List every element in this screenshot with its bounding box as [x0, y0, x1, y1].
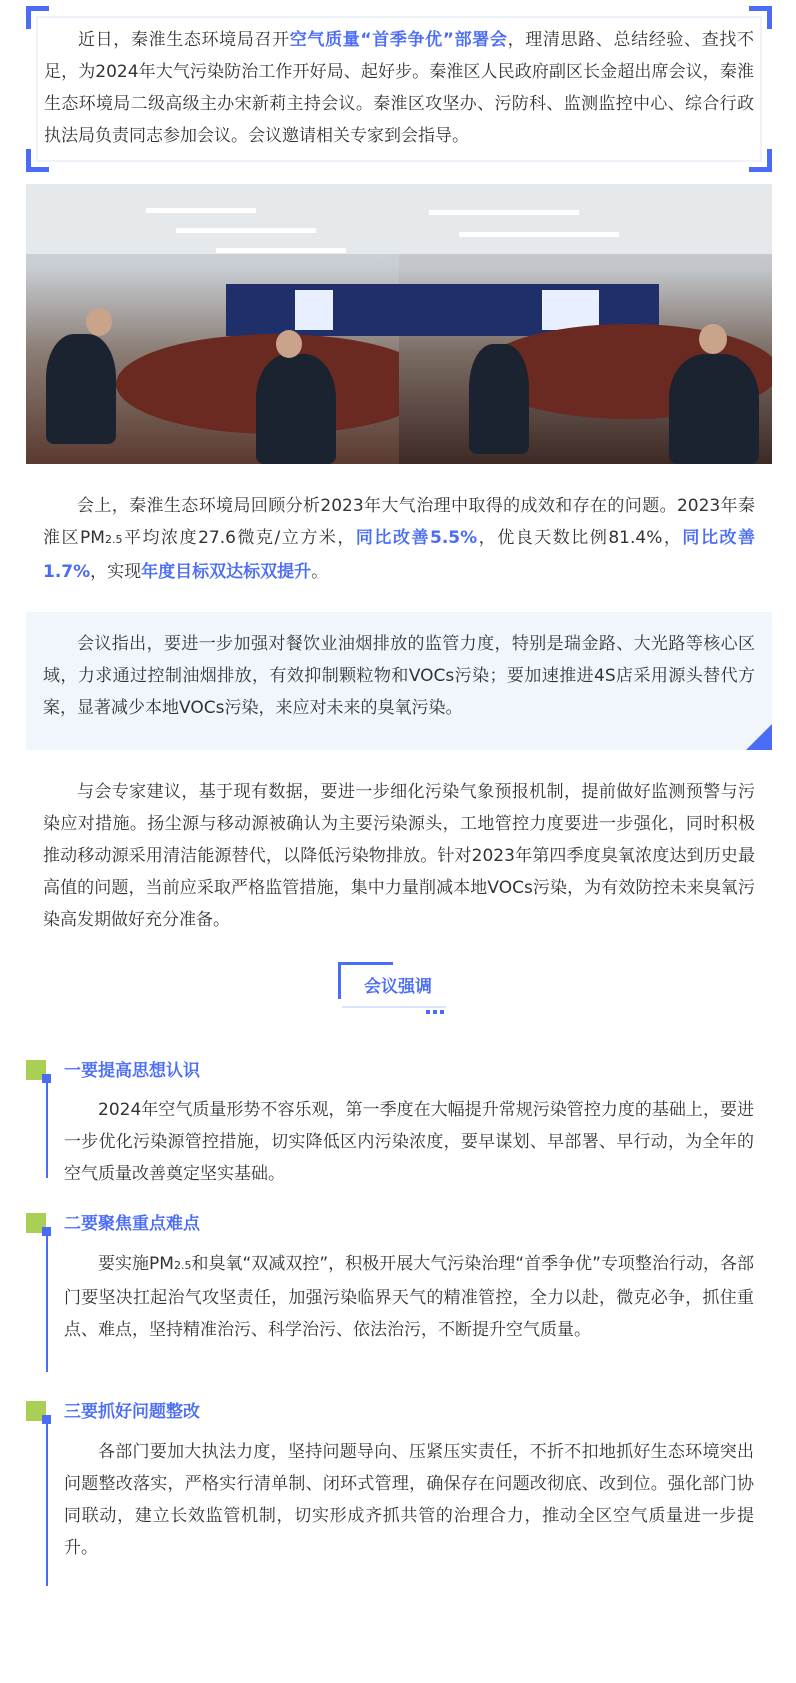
corner-triangle [746, 724, 772, 750]
point-body-text: 2024年空气质量形势不容乐观，第一季度在大幅提升常规污染管控力度的基础上，要进一步优化污染源管控措施，切实降低区内污染浓度，要早谋划、早部署、早行动，为全年的空气质量改善奠定坚实基础。 [64, 1100, 754, 1184]
pm-improvement: 同比改善5.5% [355, 528, 478, 548]
heading-underline [342, 1006, 446, 1008]
point-body-text: 各部门要加大执法力度，坚持问题导向、压紧压实责任，不折不扣地抓好生态环境突出问题整改落实，严格实行清单制、闭环式管理，确保存在问题改彻底、改到位。强化部门协同联动，建立长效监管机制，切实形成齐抓共管的治理合力，推动全区空气质量进一步提升。 [64, 1442, 754, 1558]
intro-box [26, 6, 772, 172]
point-body-part: 要实施PM [98, 1254, 174, 1274]
point-body-text [64, 1248, 754, 1346]
review-text: ，优良天数比例81.4%， [477, 528, 683, 548]
intro-paragraph [44, 24, 754, 152]
heading-dots [426, 1010, 444, 1014]
review-section [43, 490, 755, 588]
review-paragraph [43, 490, 755, 588]
review-text: 平均浓度27.6微克/立方米， [122, 528, 356, 548]
corner-bracket [26, 149, 49, 172]
review-text: 会上，秦淮生态环境局回顾分析2023年大气治理中取得的成效和存在的问题。2023年秦淮区PM [43, 496, 755, 548]
timeline-line [46, 1078, 48, 1178]
point-1-body [64, 1094, 754, 1190]
meeting-photos [26, 184, 772, 464]
point-title-text: 一要提高思想认识 [64, 1061, 200, 1081]
intro-text: ，理清思路、总结经验、查找不足，为2024年大气污染防治工作开好局、起好步。秦淮区人民政府副区长金超出席会议，秦淮生态环境局二级高级主办宋新莉主持会议。秦淮区攻坚办、污防科、监测监控中心、综合行政执法局负责同志参加会议。会议邀请相关专家到会指导。 [44, 30, 754, 146]
experts-paragraph: 与会专家建议，基于现有数据，要进一步细化污染气象预报机制，提前做好监测预警与污染应对措施。扬尘源与移动源被确认为主要污染源头，工地管控力度要进一步强化，同时积极推动移动源采用清洁能源替代，以降低污染物排放。针对2023年第四季度臭氧浓度达到历史最高值的问题，当前应采取严格监管措施，集中力量削减本地VOCs污染，为有效防控未来臭氧污染高发期做好充分准备。 [43, 782, 755, 930]
blue-square-icon [42, 1415, 51, 1424]
corner-bracket [749, 149, 772, 172]
experts-section [43, 776, 755, 936]
meeting-name: 空气质量“首季争优”部署会 [289, 30, 508, 50]
point-body-part: 和臭氧“双减双控”，积极开展大气污染治理“首季争优”专项整治行动，各部门要坚决扛起治气攻坚责任，加强污染临界天气的精准管控，全力以赴，微克必争，抓住重点、难点，坚持精准治污、科学治污、依法治污，不断提升空气质量。 [64, 1254, 754, 1340]
annual-goal: 年度目标双达标双提升 [141, 562, 312, 582]
meeting-photo-left [26, 184, 399, 464]
point-title-text: 三要抓好问题整改 [64, 1402, 200, 1422]
blue-square-icon [42, 1074, 51, 1083]
directive-box [26, 612, 772, 750]
pm-subscript: 2.5 [173, 1259, 192, 1272]
good-days-improvement: 同比改善1.7% [43, 528, 755, 582]
intro-text: 近日，秦淮生态环境局召开 [78, 30, 290, 50]
point-2-body [64, 1248, 754, 1346]
point-3-body [64, 1436, 754, 1564]
timeline-line [46, 1232, 48, 1372]
pm-subscript: 2.5 [104, 533, 123, 546]
review-text: 。 [311, 562, 329, 582]
timeline-line [46, 1420, 48, 1586]
section-heading [338, 962, 458, 1018]
meeting-photo-right [399, 184, 772, 464]
point-title-text: 二要聚焦重点难点 [64, 1214, 200, 1234]
section-heading-label: 会议强调 [364, 977, 432, 997]
blue-square-icon [42, 1227, 51, 1236]
directive-paragraph: 会议指出，要进一步加强对餐饮业油烟排放的监管力度，特别是瑞金路、大光路等核心区域，力求通过控制油烟排放，有效抑制颗粒物和VOCs污染；要加速推进4S店采用源头替代方案，显著减少本地VOCs污染，来应对未来的臭氧污染。 [43, 634, 755, 718]
review-text: ，实现 [90, 562, 142, 582]
